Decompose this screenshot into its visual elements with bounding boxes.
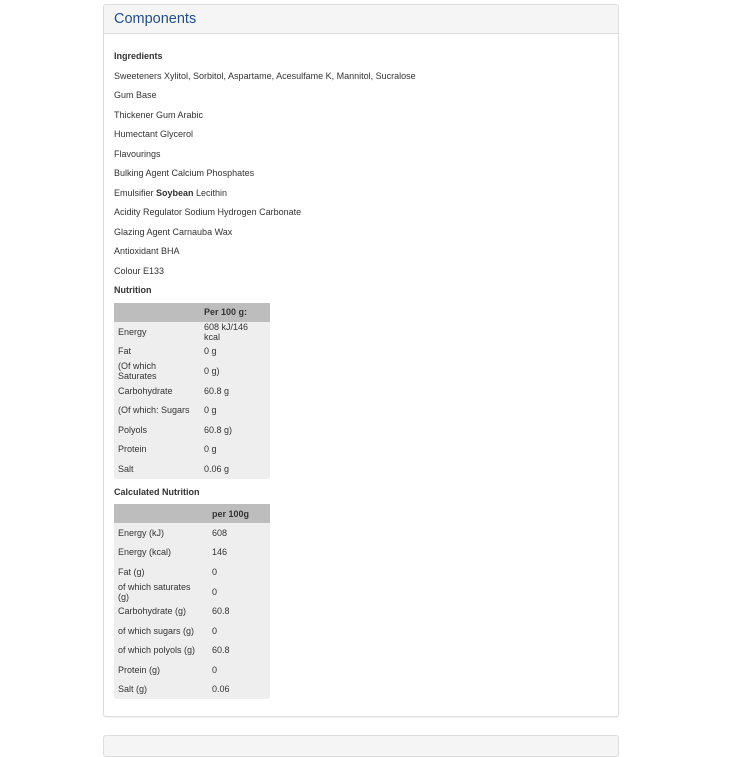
nutrient-label: Salt (g): [118, 684, 148, 695]
table-row: [114, 660, 270, 680]
ingredients-title: Ingredients: [114, 51, 163, 61]
nutrient-label: Salt: [118, 463, 134, 474]
nutrient-label: of which saturates (g): [118, 581, 191, 602]
nutrition-table: [114, 303, 270, 479]
ingredient-text: Sweeteners Xylitol, Sorbitol, Aspartame, Acesulfame K, Mannitol, Sucralose: [114, 70, 416, 81]
table-row: [114, 621, 270, 641]
table-row: [114, 322, 270, 342]
table-row: [114, 401, 270, 421]
panel-title: Components: [114, 11, 197, 27]
table-row: [114, 562, 270, 582]
nutrient-label: Carbohydrate (g): [118, 606, 187, 617]
table-header-row: [114, 504, 270, 523]
nutrient-label: Protein: [118, 444, 147, 455]
components-panel: [103, 4, 619, 717]
table-row: [114, 381, 270, 401]
table-row: [114, 680, 270, 700]
panel-heading: [104, 5, 618, 34]
nutrient-label: Energy: [118, 326, 147, 337]
table-row: [114, 420, 270, 440]
table-header-row: [114, 303, 270, 322]
nutrient-value: 0: [212, 566, 218, 577]
allergen-text: Soybean: [156, 187, 194, 198]
ingredient-item: [114, 67, 608, 87]
ingredient-item: [114, 86, 608, 106]
table-row: [114, 641, 270, 661]
nutrient-value: 0: [212, 586, 218, 597]
nutrient-value: 608: [212, 527, 228, 538]
nutrient-label: Protein (g): [118, 664, 161, 675]
ingredient-text: Acidity Regulator Sodium Hydrogen Carbonate: [114, 207, 302, 217]
ingredient-text: Antioxidant BHA: [114, 246, 180, 256]
nutrient-value: 0 g: [204, 346, 217, 357]
ingredient-item: [114, 106, 608, 126]
table-header-cell: [114, 504, 208, 523]
nutrient-value: 60.8: [212, 645, 230, 656]
nutrient-label: Energy (kJ): [118, 527, 165, 538]
ingredient-item: [114, 242, 608, 262]
table-row: [114, 523, 270, 543]
nutrient-value: 60.8 g): [204, 424, 233, 435]
ingredient-item: [114, 262, 608, 282]
ingredient-item: [114, 203, 608, 223]
table-row: [114, 543, 270, 563]
ingredient-text: Flavourings: [114, 148, 161, 159]
ingredient-item: [114, 223, 608, 243]
nutrient-value: 0 g: [204, 444, 217, 455]
nutrient-value: 608 kJ/146 kcal: [204, 321, 249, 342]
ingredients-list: [114, 67, 608, 282]
ingredient-text: Glazing Agent Carnauba Wax: [114, 226, 233, 237]
nutrient-value: 0.06 g: [204, 463, 230, 474]
ingredient-text: Lecithin: [193, 187, 228, 198]
ingredient-item: [114, 184, 608, 204]
ingredient-text: Thickener Gum Arabic: [114, 109, 204, 120]
ingredient-item: [114, 164, 608, 184]
nutrient-value: 60.8 g: [204, 385, 230, 396]
nutrient-value: 60.8: [212, 606, 230, 617]
table-row: [114, 361, 270, 381]
table-header-cell: per 100g: [208, 504, 270, 523]
nutrient-value: 0.06: [212, 684, 230, 695]
table-row: [114, 342, 270, 362]
nutrition-title: Nutrition: [114, 285, 152, 295]
nutrient-label: Polyols: [118, 424, 148, 435]
nutrient-label: Carbohydrate: [118, 385, 173, 396]
nutrient-label: of which polyols (g): [118, 645, 196, 656]
ingredient-item: [114, 125, 608, 145]
table-header-cell: [114, 303, 200, 322]
panel-body: [104, 34, 618, 699]
table-row: [114, 459, 270, 479]
table-row: [114, 582, 270, 602]
nutrient-value: 0: [212, 664, 218, 675]
nutrient-value: 0 g): [204, 366, 220, 376]
nutrient-label: (Of which Saturates: [118, 361, 157, 381]
calculated-nutrition-table: [114, 504, 270, 699]
nutrient-label: Energy (kcal): [118, 547, 172, 558]
ingredient-text: Humectant Glycerol: [114, 129, 194, 139]
ingredient-text: Colour E133: [114, 265, 165, 276]
nutrient-label: of which sugars (g): [118, 625, 195, 636]
nutrient-label: Fat: [118, 346, 132, 357]
calculated-nutrition-title: Calculated Nutrition: [114, 486, 200, 497]
ingredient-text: Emulsifier: [114, 187, 157, 198]
nutrient-label: (Of which: Sugars: [118, 405, 190, 416]
nutrient-value: 0 g: [204, 405, 217, 416]
table-row: [114, 440, 270, 460]
nutrient-value: 146: [212, 547, 228, 558]
ingredient-item: [114, 145, 608, 165]
ingredient-text: Bulking Agent Calcium Phosphates: [114, 168, 255, 178]
ingredient-text: Gum Base: [114, 90, 157, 100]
next-panel: [103, 735, 619, 757]
table-row: [114, 602, 270, 622]
nutrient-value: 0: [212, 625, 218, 636]
table-header-cell: Per 100 g:: [200, 303, 270, 322]
nutrient-label: Fat (g): [118, 566, 145, 577]
